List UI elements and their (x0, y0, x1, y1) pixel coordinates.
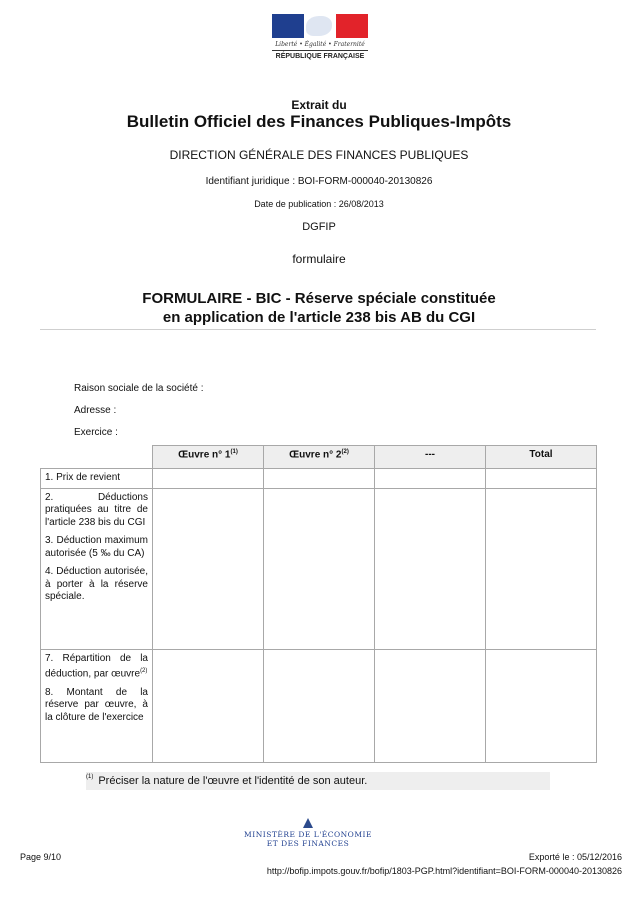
cell-input[interactable] (153, 469, 264, 489)
header-oeuvre-2: Œuvre n° 2$^{(2)}$ (264, 446, 375, 469)
table-row (41, 469, 597, 489)
cell-input[interactable] (264, 488, 375, 649)
cell-input[interactable] (264, 649, 375, 762)
table-row (41, 488, 597, 649)
cell-input[interactable] (486, 469, 597, 489)
ministere-logo (228, 818, 388, 848)
publication-date: Date de publication : 26/08/2013 (254, 199, 384, 209)
exercice-label: Exercice : (74, 427, 118, 438)
cell-input[interactable] (264, 469, 375, 489)
cell-input[interactable] (486, 488, 597, 649)
page-number: Page 9/10 (20, 852, 62, 862)
ministere-line2: ET DES FINANCES (266, 839, 350, 848)
raison-sociale-label: Raison sociale de la société : (74, 383, 204, 394)
direction-label: DIRECTION GÉNÉRALE DES FINANCES PUBLIQUES (169, 148, 469, 162)
header-oeuvre-1: Œuvre n° 1$^{(1)}$ (153, 446, 264, 469)
cell-input[interactable] (486, 649, 597, 762)
table-header-empty (41, 446, 153, 469)
extrait-label: Extrait du (291, 98, 347, 112)
cell-input[interactable] (375, 649, 486, 762)
logo-republic: RÉPUBLIQUE FRANÇAISE (272, 50, 368, 60)
footnote-text: Préciser la nature de l'œuvre et l'identité de son auteur. (98, 775, 368, 787)
header-dashes: --- (375, 446, 486, 469)
row-montant-reserve: 8. Montant de la réserve par œuvre, à la clôture de l'exercice (45, 686, 148, 723)
header-total: Total (486, 446, 597, 469)
table-header-row (41, 446, 597, 469)
logo-motto: Liberté • Égalité • Fraternité (275, 41, 365, 48)
table-row (41, 649, 597, 762)
bulletin-title: Bulletin Officiel des Finances Publiques-Impôts (126, 112, 512, 131)
cell-input[interactable] (153, 488, 264, 649)
source-url[interactable]: http://bofip.impots.gouv.fr/bofip/1803-PGP.html?identifiant=BOI-FORM-000040-20130826 (266, 866, 622, 876)
export-date: Exporté le : 05/12/2016 (528, 852, 622, 862)
ministere-line1: MINISTÈRE DE L'ÉCONOMIE (244, 830, 372, 839)
identifiant-juridique: Identifiant juridique : BOI-FORM-000040-20130826 (205, 176, 433, 187)
title-divider (40, 329, 596, 330)
row-deduction-max: 3. Déduction maximum autorisée (5 ‰ du CA) (45, 535, 148, 559)
row-deduction-autorisee: 4. Déduction autorisée, à porter à la réserve spéciale. (45, 566, 148, 602)
footnote-marker: (1) (86, 774, 94, 780)
form-title-line2: en application de l'article 238 bis AB du CGI (162, 309, 476, 326)
cell-input[interactable] (375, 469, 486, 489)
marianne-flag-icon (272, 14, 368, 38)
row-deductions-group (41, 488, 153, 649)
footnote (86, 772, 550, 790)
service-label: DGFIP (302, 221, 336, 233)
republique-francaise-logo (272, 14, 368, 60)
row-prix-de-revient: 1. Prix de revient (41, 469, 153, 489)
cell-input[interactable] (153, 649, 264, 762)
row-repartition-group (41, 649, 153, 762)
row-repartition: 7. Répartition de la déduction, par œuvre$^{(2)}$ (45, 652, 148, 680)
form-title (0, 289, 638, 327)
form-table (40, 445, 597, 763)
adresse-label: Adresse : (74, 405, 117, 416)
form-title-line1: FORMULAIRE - BIC - Réserve spéciale constituée (142, 290, 496, 307)
ministere-emblem-icon (303, 818, 313, 828)
row-deductions: 2. Déductions pratiquées au titre de l'article 238 bis du CGI (45, 491, 148, 528)
document-type: formulaire (292, 252, 346, 266)
cell-input[interactable] (375, 488, 486, 649)
